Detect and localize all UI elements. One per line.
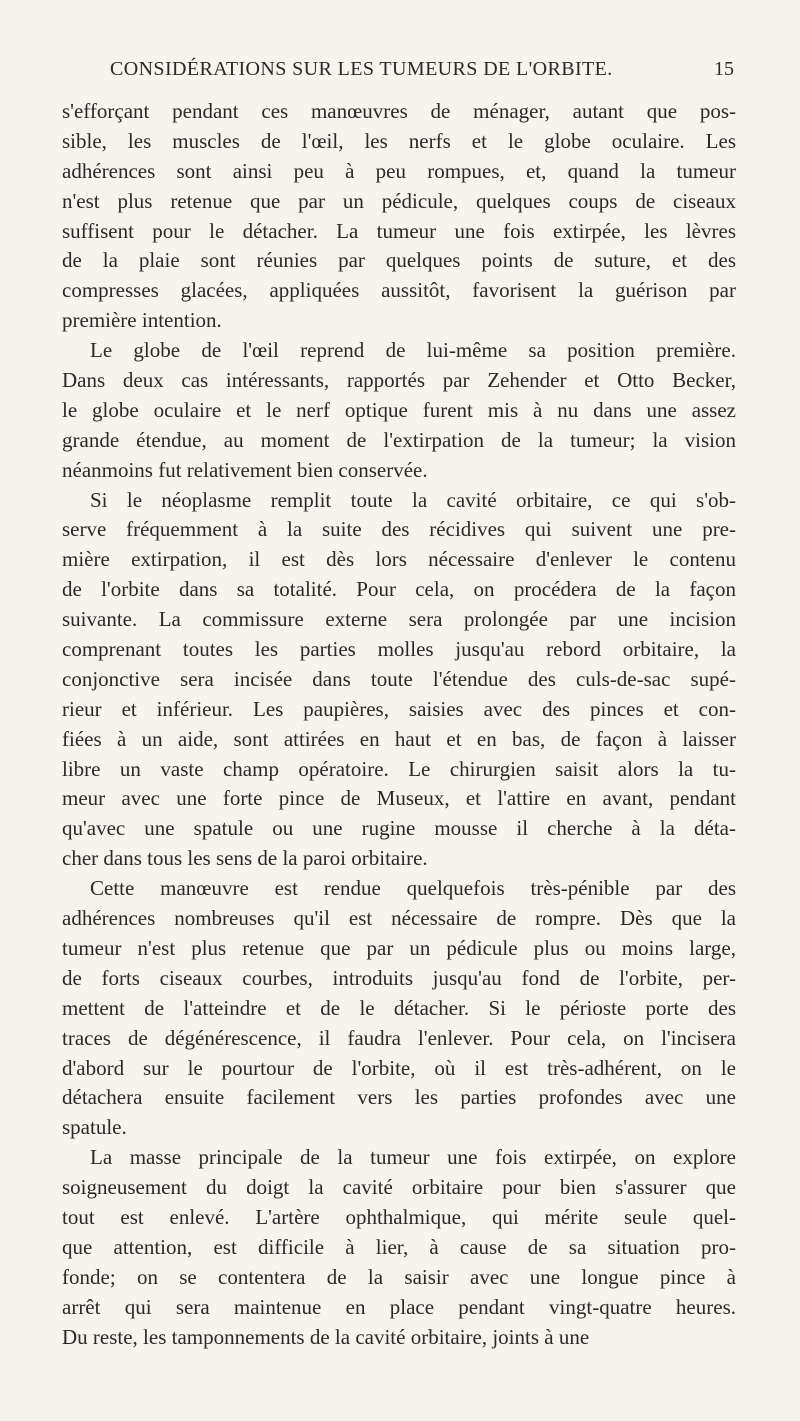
text-line: meur avec une forte pince de Museux, et l'attire en avant, pendant xyxy=(62,786,736,811)
text-line: de la plaie sont réunies par quelques points de suture, et des xyxy=(62,248,736,273)
text-line: de l'orbite dans sa totalité. Pour cela, on procédera de la façon xyxy=(62,577,736,602)
text-line: serve fréquemment à la suite des récidives qui suivent une pre- xyxy=(62,517,736,542)
text-line: Dans deux cas intéressants, rapportés par Zehender et Otto Becker, xyxy=(62,368,736,393)
text-line: de forts ciseaux courbes, introduits jusqu'au fond de l'orbite, per- xyxy=(62,965,736,990)
text-line: mettent de l'atteindre et de le détacher. Si le périoste porte des xyxy=(62,995,736,1020)
text-line: La masse principale de la tumeur une fois extirpée, on explore xyxy=(90,1145,736,1170)
text-line: rieur et inférieur. Les paupières, saisies avec des pinces et con- xyxy=(62,696,736,721)
text-line: adhérences nombreuses qu'il est nécessaire de rompre. Dès que la xyxy=(62,906,736,931)
text-line: compresses glacées, appliquées aussitôt, favorisent la guérison par xyxy=(62,278,736,303)
text-line: Si le néoplasme remplit toute la cavité orbitaire, ce qui s'ob- xyxy=(90,487,736,512)
text-line: détachera ensuite facilement vers les parties profondes avec une xyxy=(62,1085,736,1110)
text-line: cher dans tous les sens de la paroi orbitaire. xyxy=(62,846,428,871)
text-line: libre un vaste champ opératoire. Le chirurgien saisit alors la tu- xyxy=(62,756,736,781)
text-line: le globe oculaire et le nerf optique furent mis à nu dans une assez xyxy=(62,397,736,422)
running-head xyxy=(100,58,734,88)
running-title: CONSIDÉRATIONS SUR LES TUMEURS DE L'ORBITE. xyxy=(110,58,613,80)
text-line: soigneusement du doigt la cavité orbitaire pour bien s'assurer que xyxy=(62,1175,736,1200)
text-line: traces de dégénérescence, il faudra l'enlever. Pour cela, on l'incisera xyxy=(62,1025,736,1050)
text-line: s'efforçant pendant ces manœuvres de ménager, autant que pos- xyxy=(62,99,736,123)
text-line: première intention. xyxy=(62,308,222,333)
text-line: n'est plus retenue que par un pédicule, quelques coups de ciseaux xyxy=(62,188,736,213)
text-line: grande étendue, au moment de l'extirpation de la tumeur; la vision xyxy=(62,427,736,452)
body-text xyxy=(62,97,736,1352)
page-number: 15 xyxy=(714,58,734,80)
text-line: Du reste, les tamponnements de la cavité orbitaire, joints à une xyxy=(62,1324,590,1349)
text-line: qu'avec une spatule ou une rugine mousse il cherche à la déta- xyxy=(62,816,736,841)
text-line: suivante. La commissure externe sera prolongée par une incision xyxy=(62,607,736,632)
text-line: néanmoins fut relativement bien conservée. xyxy=(62,457,428,482)
text-line: conjonctive sera incisée dans toute l'étendue des culs-de-sac supé- xyxy=(62,666,736,691)
text-line: tout est enlevé. L'artère ophthalmique, qui mérite seule quel- xyxy=(62,1204,736,1229)
text-line: que attention, est difficile à lier, à cause de sa situation pro- xyxy=(62,1234,736,1259)
text-line: d'abord sur le pourtour de l'orbite, où il est très-adhérent, on le xyxy=(62,1055,736,1080)
text-line: Le globe de l'œil reprend de lui-même sa position première. xyxy=(90,338,736,363)
text-line: fonde; on se contentera de la saisir avec une longue pince à xyxy=(62,1264,736,1289)
text-line: fiées à un aide, sont attirées en haut et en bas, de façon à laisser xyxy=(62,726,736,751)
text-line: adhérences sont ainsi peu à peu rompues, et, quand la tumeur xyxy=(62,158,736,183)
text-line: spatule. xyxy=(62,1115,127,1140)
text-line: Cette manœuvre est rendue quelquefois très-pénible par des xyxy=(90,876,736,901)
text-line: sible, les muscles de l'œil, les nerfs et le globe oculaire. Les xyxy=(62,128,736,153)
text-line: mière extirpation, il est dès lors nécessaire d'enlever le contenu xyxy=(62,547,736,572)
text-line: comprenant toutes les parties molles jusqu'au rebord orbitaire, la xyxy=(62,637,736,662)
text-line: suffisent pour le détacher. La tumeur une fois extirpée, les lèvres xyxy=(62,218,736,243)
text-line: tumeur n'est plus retenue que par un pédicule plus ou moins large, xyxy=(62,935,736,960)
text-line: arrêt qui sera maintenue en place pendant vingt-quatre heures. xyxy=(62,1294,736,1319)
